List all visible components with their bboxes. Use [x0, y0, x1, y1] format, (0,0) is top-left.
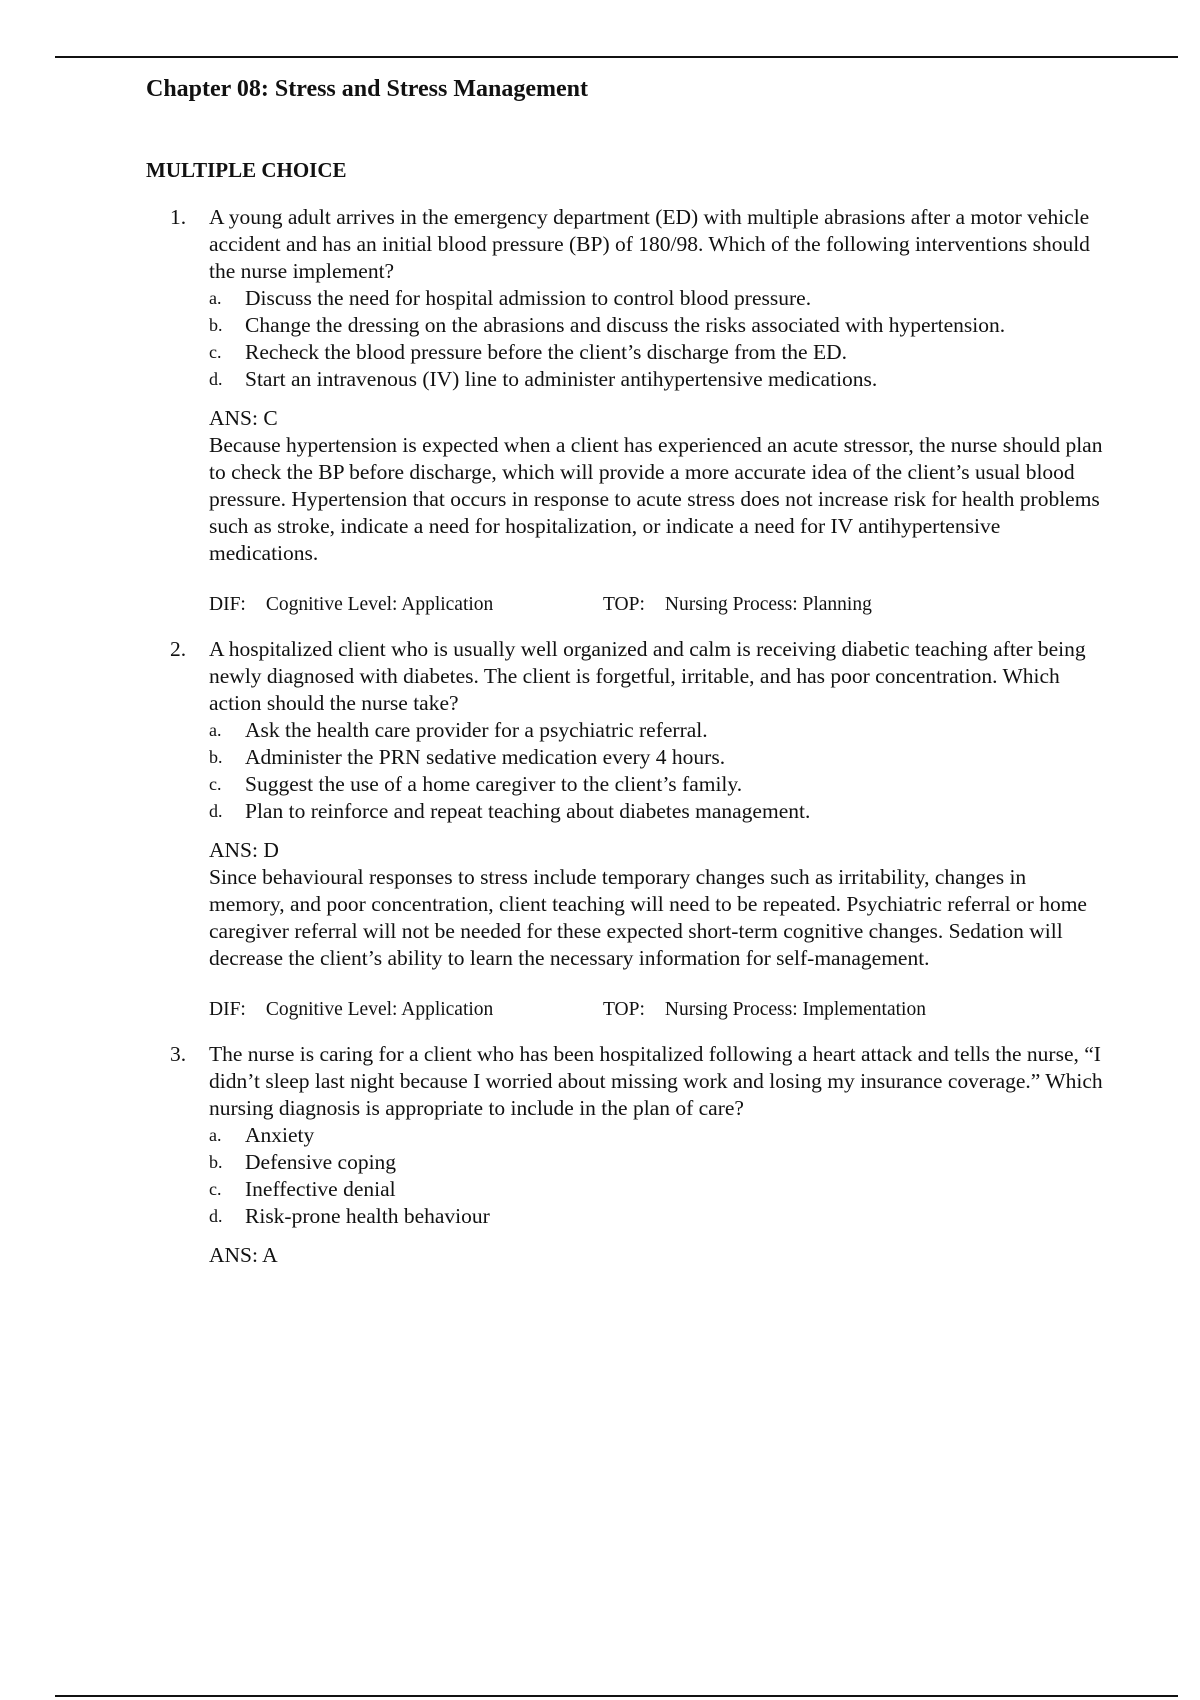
- option-letter: b.: [209, 1152, 223, 1172]
- dif-label: DIF:: [209, 999, 246, 1020]
- option-letter: a.: [209, 288, 222, 308]
- option-a: [209, 717, 1106, 744]
- option-text: Risk-prone health behaviour: [245, 1204, 490, 1228]
- top-label: TOP:: [603, 999, 645, 1020]
- answer-block: [209, 1242, 1106, 1269]
- option-c: [209, 771, 1106, 798]
- option-text: Start an intravenous (IV) line to administer antihypertensive medications.: [245, 367, 878, 391]
- question-stem: The nurse is caring for a client who has been hospitalized following a heart attack and tells the nurse, “I didn’t sleep last night because I worried about missing work and losing my insurance coverage.” Which nursing diagnosis is appropriate to include in the plan of care?: [209, 1042, 1103, 1120]
- option-text: Defensive coping: [245, 1150, 397, 1174]
- answer-rationale: Because hypertension is expected when a client has experienced an acute stressor, the nurse should plan to check the BP before discharge, which will provide a more accurate idea of the client’s usual blood pressure. Hypertension that occurs in response to acute stress does not increase risk for health problems such as stroke, indicate a need for hospitalization, or indicate a need for IV antihypertensive medications.: [209, 433, 1103, 565]
- option-letter: b.: [209, 315, 223, 335]
- question-number: 3.: [170, 1042, 187, 1066]
- option-list: [209, 1122, 1106, 1230]
- section-title: MULTIPLE CHOICE: [146, 158, 347, 182]
- option-text: Plan to reinforce and repeat teaching about diabetes management.: [245, 799, 811, 823]
- option-letter: c.: [209, 342, 222, 362]
- option-letter: d.: [209, 369, 223, 389]
- document-page: [146, 72, 1106, 1287]
- answer-key: ANS: D: [209, 838, 279, 862]
- option-d: [209, 798, 1106, 825]
- top-rule: [55, 56, 1178, 58]
- option-a: [209, 1122, 1106, 1149]
- option-b: [209, 1149, 1106, 1176]
- question-2: [146, 636, 1106, 1023]
- option-a: [209, 285, 1106, 312]
- dif-value: Cognitive Level: Application: [265, 594, 494, 615]
- option-d: [209, 1203, 1106, 1230]
- option-text: Ineffective denial: [245, 1177, 396, 1201]
- option-b: [209, 744, 1106, 771]
- option-letter: c.: [209, 774, 222, 794]
- option-list: [209, 285, 1106, 393]
- answer-rationale: Since behavioural responses to stress include temporary changes such as irritability, changes in memory, and poor concentration, client teaching will need to be repeated. Psychiatric referral or home caregiver referral will not be needed for these expected short-term cognitive changes. Sedation will decrease the client’s ability to learn the necessary information for self-management.: [209, 865, 1087, 970]
- answer-key: ANS: A: [209, 1243, 278, 1267]
- option-text: Discuss the need for hospital admission to control blood pressure.: [245, 286, 812, 310]
- option-text: Administer the PRN sedative medication every 4 hours.: [245, 745, 726, 769]
- dif-value: Cognitive Level: Application: [265, 999, 494, 1020]
- difficulty: [209, 996, 603, 1023]
- option-text: Recheck the blood pressure before the client’s discharge from the ED.: [245, 340, 847, 364]
- question-number: 2.: [170, 637, 187, 661]
- option-d: [209, 366, 1106, 393]
- question-3: [146, 1041, 1106, 1269]
- question-meta: [209, 591, 1106, 618]
- top-value: Nursing Process: Implementation: [664, 999, 926, 1020]
- topic: [603, 996, 926, 1023]
- option-letter: d.: [209, 1206, 223, 1226]
- option-text: Suggest the use of a home caregiver to the client’s family.: [245, 772, 743, 796]
- difficulty: [209, 591, 603, 618]
- option-text: Ask the health care provider for a psychiatric referral.: [245, 718, 708, 742]
- option-text: Change the dressing on the abrasions and discuss the risks associated with hypertension.: [245, 313, 1006, 337]
- question-stem: A young adult arrives in the emergency department (ED) with multiple abrasions after a motor vehicle accident and has an initial blood pressure (BP) of 180/98. Which of the following interventions should the nurse implement?: [209, 205, 1090, 283]
- option-c: [209, 1176, 1106, 1203]
- bottom-rule: [55, 1695, 1178, 1697]
- option-letter: a.: [209, 1125, 222, 1145]
- topic: [603, 591, 872, 618]
- question-meta: [209, 996, 1106, 1023]
- top-label: TOP:: [603, 594, 645, 615]
- option-list: [209, 717, 1106, 825]
- option-letter: a.: [209, 720, 222, 740]
- option-letter: d.: [209, 801, 223, 821]
- chapter-title: Chapter 08: Stress and Stress Management: [146, 76, 588, 102]
- question-stem: A hospitalized client who is usually well organized and calm is receiving diabetic teaching after being newly diagnosed with diabetes. The client is forgetful, irritable, and has poor concentration. Which action should the nurse take?: [209, 637, 1086, 715]
- answer-block: [209, 405, 1106, 567]
- top-value: Nursing Process: Planning: [664, 594, 872, 615]
- option-c: [209, 339, 1106, 366]
- question-number: 1.: [170, 205, 187, 229]
- question-1: [146, 204, 1106, 618]
- dif-label: DIF:: [209, 594, 246, 615]
- option-text: Anxiety: [245, 1123, 315, 1147]
- option-b: [209, 312, 1106, 339]
- answer-key: ANS: C: [209, 406, 278, 430]
- option-letter: c.: [209, 1179, 222, 1199]
- option-letter: b.: [209, 747, 223, 767]
- answer-block: [209, 837, 1106, 972]
